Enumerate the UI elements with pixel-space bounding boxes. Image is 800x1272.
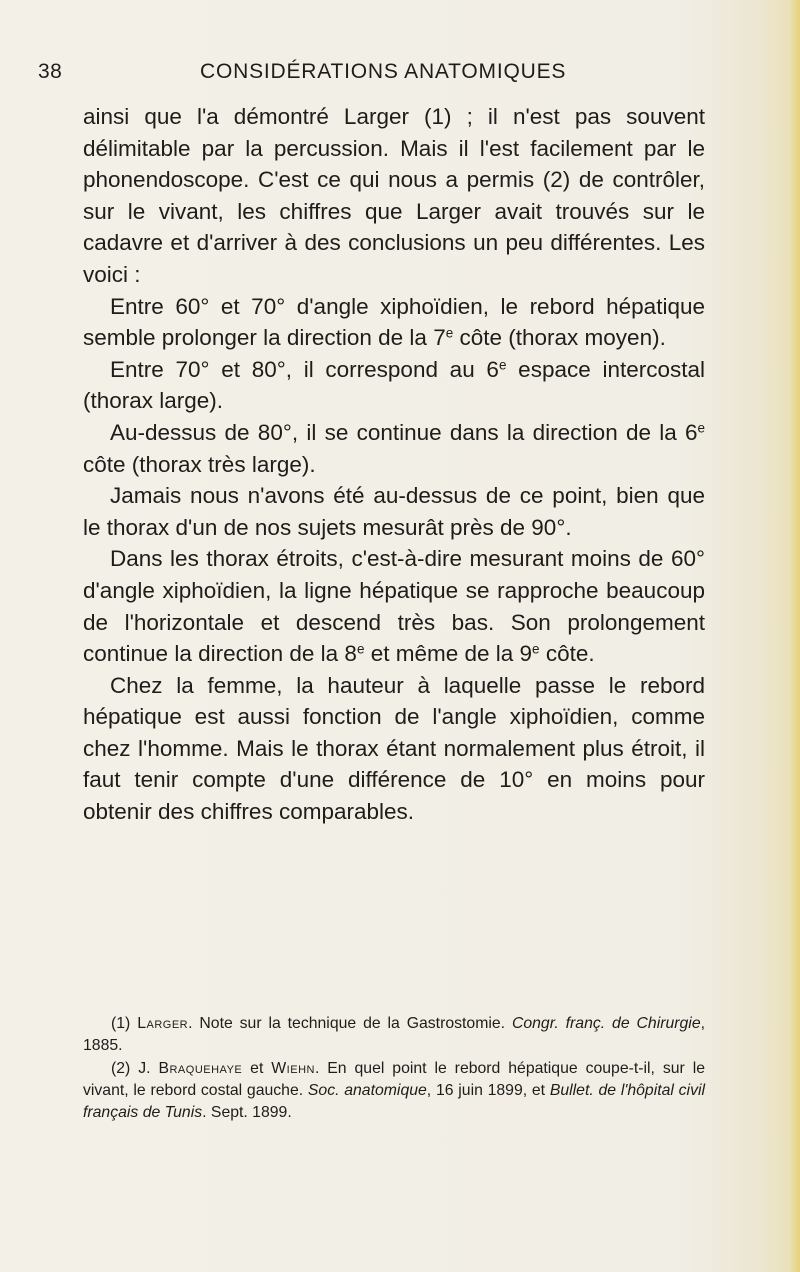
paragraph-1: ainsi que l'a démontré Larger (1) ; il n'est pas souvent délimitable par la percussion. Mais il l'est facilement par le phonendoscope. C'est ce qui nous a permis (2) de contrôler, sur le vivant, les chiffres que Larger avait trouvés sur le cadavre et d'arriver à des conclusions un peu différentes. Les voici : — [83, 104, 705, 287]
running-header — [38, 60, 738, 92]
page-edge — [790, 0, 800, 1272]
paragraph-3: Entre 70° et 80°, il correspond au 6e espace intercostal (thorax large). — [83, 356, 705, 414]
footnote-1: (1) Larger. Note sur la technique de la Gastrostomie. Congr. franç. de Chirurgie, 1885. — [83, 1015, 705, 1055]
footnotes — [83, 1013, 705, 1124]
page-number: 38 — [38, 60, 63, 83]
paragraph-6: Dans les thorax étroits, c'est-à-dire mesurant moins de 60° d'angle xiphoïdien, la ligne hépatique se rapproche beaucoup de l'horizontale et descend très bas. Son prolongement continue la direction de la 8e et même de la 9e côte. — [83, 546, 705, 667]
body-text — [83, 101, 705, 828]
paragraph-5: Jamais nous n'avons été au-dessus de ce point, bien que le thorax d'un de nos sujets mesurât près de 90°. — [83, 483, 705, 540]
footnote-2: (2) J. Braquehaye et Wiehn. En quel point le rebord hépatique coupe-t-il, sur le vivant, le rebord costal gauche. Soc. anatomique, 16 juin 1899, et Bullet. de l'hôpital civil français de Tunis. Sept. 1899. — [83, 1059, 706, 1122]
paragraph-4: Au-dessus de 80°, il se continue dans la direction de la 6e côte (thorax très large). — [83, 419, 705, 477]
running-title: CONSIDÉRATIONS ANATOMIQUES — [200, 60, 567, 83]
paragraph-2: Entre 60° et 70° d'angle xiphoïdien, le rebord hépatique semble prolonger la direction de la 7e côte (thorax moyen). — [83, 293, 705, 351]
paragraph-7: Chez la femme, la hauteur à laquelle passe le rebord hépatique est aussi fonction de l'angle xiphoïdien, comme chez l'homme. Mais le thorax étant normalement plus étroit, il faut tenir compte d'une différence de 10° en moins pour obtenir des chiffres comparables. — [83, 672, 705, 825]
